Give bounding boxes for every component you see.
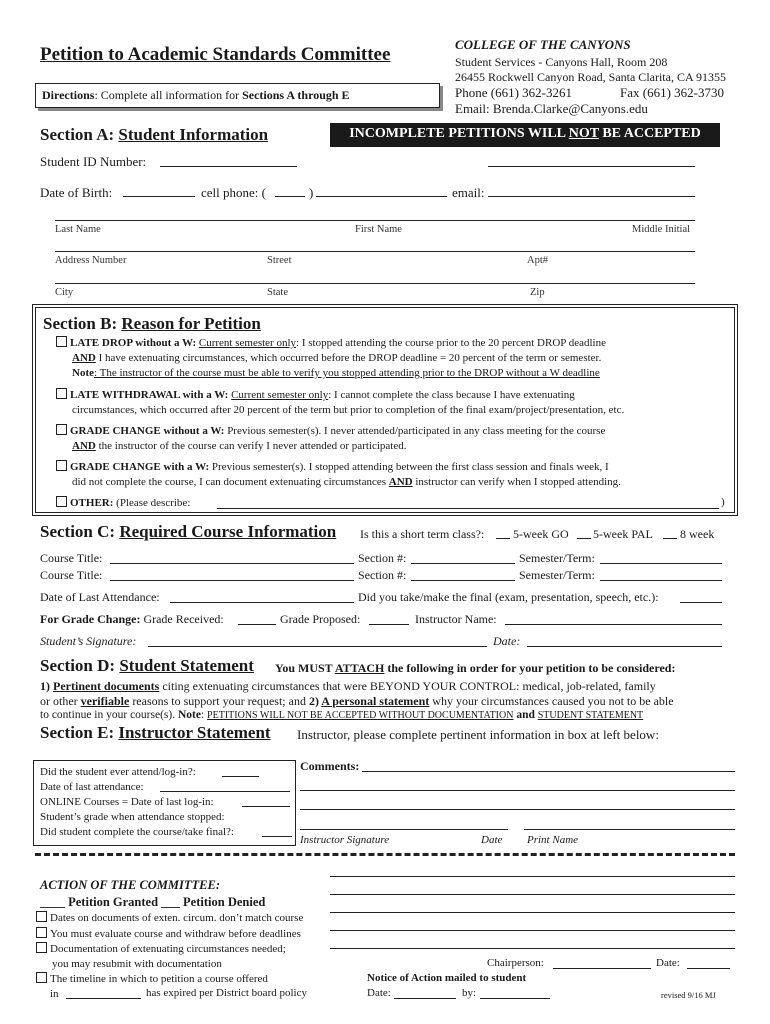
section-no-label-2: Section #: — [358, 568, 407, 582]
late-drop-checkbox[interactable] — [56, 336, 67, 347]
grade-received-field[interactable] — [238, 624, 276, 625]
instructor-q2-field[interactable] — [160, 791, 290, 792]
last-name-label: Last Name — [55, 224, 101, 235]
directions-box — [35, 83, 440, 108]
dob-field[interactable] — [123, 196, 195, 197]
print-name-field[interactable] — [524, 829, 735, 830]
chairperson-label: Chairperson: — [487, 957, 544, 969]
name-field[interactable] — [55, 220, 695, 221]
incomplete-banner: INCOMPLETE PETITIONS WILL NOT BE ACCEPTED — [330, 123, 720, 147]
comments-line-2[interactable] — [300, 790, 735, 791]
first-name-label: First Name — [355, 224, 402, 235]
address-number-label: Address Number — [55, 255, 127, 266]
instructor-date-label: Date — [481, 834, 503, 846]
committee-line-4[interactable] — [330, 930, 735, 931]
grade-change-no-w-checkbox[interactable] — [56, 424, 67, 435]
reason-deadlines-checkbox[interactable] — [36, 927, 47, 938]
instructor-q4: Student’s grade when attendance stopped: — [40, 811, 225, 823]
signature-date-label: Date: — [493, 634, 521, 648]
section-b-heading: Section B: Reason for Petition — [43, 314, 261, 333]
section-no-field-2[interactable] — [411, 580, 515, 581]
cell-close: ) — [309, 185, 314, 200]
reason-mismatch[interactable]: Dates on documents of exten. circum. don’t match course — [36, 911, 303, 924]
statement-line-1: 1) Pertinent documents citing extenuating circumstances that were BEYOND YOUR CONTROL: medical, job-related, family — [40, 679, 656, 693]
middle-initial-label: Middle Initial — [632, 224, 691, 235]
course-title-label-1: Course Title: — [40, 551, 103, 565]
course-title-field-1[interactable] — [110, 563, 354, 564]
late-withdrawal-checkbox[interactable] — [56, 388, 67, 399]
committee-line-2[interactable] — [330, 894, 735, 895]
address-field[interactable] — [55, 251, 695, 252]
revised-note: revised 9/16 MJ — [661, 990, 716, 1000]
go-field[interactable] — [496, 538, 510, 539]
notice-by-field[interactable] — [480, 998, 550, 999]
last-attendance-field[interactable] — [170, 602, 354, 603]
semester-field-1[interactable] — [600, 563, 722, 564]
instructor-q1: Did the student ever attend/log-in?: — [40, 766, 196, 778]
cell-number-field[interactable] — [316, 196, 447, 197]
comments-label: Comments: — [300, 759, 360, 773]
statement-line-2: or other verifiable reasons to support your request; and 2) A personal statement why your circumstances caused you not to be able — [40, 694, 674, 708]
directions-sections: Sections A through E — [242, 88, 350, 102]
section-no-label-1: Section #: — [358, 551, 407, 565]
student-signature-label: Student’s Signature: — [40, 634, 137, 648]
email-label: email: — [452, 185, 485, 200]
section-d-heading: Section D: Student Statement — [40, 656, 254, 675]
instructor-q3: ONLINE Courses = Date of last log-in: — [40, 796, 214, 808]
semester-label-2: Semester/Term: — [519, 568, 595, 582]
section-e-heading: Section E: Instructor Statement — [40, 723, 271, 742]
instructor-q5: Did student complete the course/take final?: — [40, 826, 234, 838]
cell-phone-label: cell phone: ( — [201, 185, 266, 200]
instructor-signature-field[interactable] — [300, 829, 508, 830]
grade-change-w-checkbox[interactable] — [56, 460, 67, 471]
section-a-heading: Section A: Student Information — [40, 125, 269, 144]
grade-proposed-label: Grade Proposed: — [280, 612, 361, 626]
instructor-name-field[interactable] — [505, 624, 722, 625]
committee-line-3[interactable] — [330, 912, 735, 913]
semester-label-1: Semester/Term: — [519, 551, 595, 565]
committee-title: ACTION OF THE COMMITTEE: — [40, 878, 221, 892]
eight-week-field[interactable] — [663, 538, 677, 539]
take-final-field[interactable] — [680, 602, 722, 603]
reason-timeline-expired: has expired per District board policy — [146, 987, 307, 999]
option-grade-change-w[interactable]: GRADE CHANGE with a W: Previous semester(s). I stopped attending between the first class session and finals week, I did not complete the course, I can document extenuating circumstances AND instructor can verify when I stopped attending. — [56, 460, 621, 490]
college-email: Email: Brenda.Clarke@Canyons.edu — [455, 101, 648, 116]
instructor-name-label: Instructor Name: — [415, 612, 497, 626]
short-term-label: Is this a short term class?: — [360, 527, 485, 541]
notice-date-field[interactable] — [394, 998, 456, 999]
city-field[interactable] — [55, 283, 695, 284]
print-name-label: Print Name — [527, 834, 579, 846]
instructor-q1-field[interactable] — [222, 776, 259, 777]
instructor-q3-field[interactable] — [242, 806, 290, 807]
student-id-field[interactable] — [160, 166, 297, 167]
chair-date-label: Date: — [656, 957, 680, 969]
section-c-heading: Section C: Required Course Information — [40, 522, 337, 541]
college-fax: Fax (661) 362-3730 — [620, 85, 724, 100]
grade-change-row: For Grade Change: Grade Received: — [40, 612, 224, 626]
college-phone: Phone (661) 362-3261 — [455, 85, 572, 100]
option-grade-change-no-w[interactable]: GRADE CHANGE without a W: Previous semester(s). I never attended/participated in any class meeting for the course AND the instructor of the course can verify I never attended or participated. — [56, 424, 605, 454]
signature-date-field[interactable] — [527, 646, 722, 647]
form-title: Petition to Academic Standards Committee — [40, 44, 391, 65]
reason-timeline-checkbox[interactable] — [36, 972, 47, 983]
college-address-1: Student Services - Canyons Hall, Room 208 — [455, 55, 668, 69]
other-close-paren: ) — [721, 496, 725, 508]
instructor-q5-field[interactable] — [262, 836, 292, 837]
pal-label: 5-week PAL — [593, 527, 653, 541]
other-checkbox[interactable] — [56, 496, 67, 507]
street-label: Street — [267, 255, 292, 266]
reason-documentation-checkbox[interactable] — [36, 942, 47, 953]
dob-label: Date of Birth: — [40, 185, 113, 200]
last-attendance-label: Date of Last Attendance: — [40, 590, 160, 604]
grade-proposed-field[interactable] — [369, 624, 409, 625]
course-title-label-2: Course Title: — [40, 568, 103, 582]
take-final-label: Did you take/make the final (exam, presentation, speech, etc.): — [358, 590, 659, 604]
option-other[interactable]: OTHER: (Please describe: — [56, 496, 190, 509]
state-label: State — [267, 287, 288, 298]
city-label: City — [55, 287, 74, 298]
committee-line-1[interactable] — [330, 876, 735, 877]
directions-text: : Complete all information for — [94, 88, 243, 102]
pal-field[interactable] — [577, 538, 591, 539]
other-describe-field[interactable] — [217, 508, 719, 509]
reason-deadlines[interactable]: You must evaluate course and withdraw before deadlines — [36, 927, 301, 940]
section-no-field-1[interactable] — [411, 563, 515, 564]
college-name: COLLEGE OF THE CANYONS — [455, 37, 631, 52]
student-id-label: Student ID Number: — [40, 154, 147, 169]
reason-timeline[interactable]: The timeline in which to petition a course offered in — [36, 972, 268, 1002]
zip-label: Zip — [530, 287, 545, 298]
instructor-signature-label: Instructor Signature — [300, 834, 390, 846]
email-field[interactable] — [488, 196, 695, 197]
directions-label: Directions — [42, 88, 95, 102]
apt-label: Apt# — [527, 255, 548, 266]
reason-mismatch-checkbox[interactable] — [36, 911, 47, 922]
chairperson-field[interactable] — [553, 968, 651, 969]
notice-date-label: Date: — [367, 987, 391, 999]
instructor-q2: Date of last attendance: — [40, 781, 144, 793]
must-attach-text: You MUST ATTACH the following in order for your petition to be considered: — [275, 661, 676, 675]
student-signature-field[interactable] — [148, 646, 487, 647]
eight-week-label: 8 week — [680, 527, 715, 541]
instructor-instruction: Instructor, please complete pertinent information in box at left below: — [297, 727, 659, 742]
dashed-divider — [35, 853, 735, 856]
notice-label: Notice of Action mailed to student — [367, 972, 527, 984]
comments-line-1[interactable] — [362, 771, 735, 772]
committee-line-5[interactable] — [330, 948, 735, 949]
course-title-field-2[interactable] — [110, 580, 354, 581]
option-late-drop[interactable]: LATE DROP without a W: Current semester only: I stopped attending the course prior to the 20 percent DROP deadline AND I have extenuating circumstances, which occurred before the DROP deadline = 20 percent of the term or semester. Note: The instructor of the course must be able to verify you stopped attending prior to the DROP without a W deadline — [56, 336, 606, 381]
reason-documentation[interactable]: Documentation of extenuating circumstances needed; you may resubmit with documentation — [36, 942, 286, 972]
college-address-2: 26455 Rockwell Canyon Road, Santa Clarita, CA 91355 — [455, 70, 726, 84]
notice-by-label: by: — [462, 987, 477, 999]
option-late-withdrawal[interactable]: LATE WITHDRAWAL with a W: Current semester only: I cannot complete the class because I have extenuating circumstances, which occurred after 20 percent of the term but prior to completion of the final exam/project/presentation, etc. — [56, 388, 624, 418]
timeline-term-field[interactable] — [66, 998, 141, 999]
cell-area-field[interactable] — [275, 196, 305, 197]
statement-line-3: to continue in your course(s). Note: PETITIONS WILL NOT BE ACCEPTED WITHOUT DOCUMENTATION and STUDENT STATEMENT — [40, 709, 644, 721]
semester-field-2[interactable] — [600, 580, 722, 581]
chair-date-field[interactable] — [687, 968, 730, 969]
committee-decision: ____ Petition Granted ___ Petition Denied — [40, 895, 266, 909]
student-id-field-right[interactable] — [488, 166, 695, 167]
go-label: 5-week GO — [513, 527, 569, 541]
comments-line-3[interactable] — [300, 809, 735, 810]
